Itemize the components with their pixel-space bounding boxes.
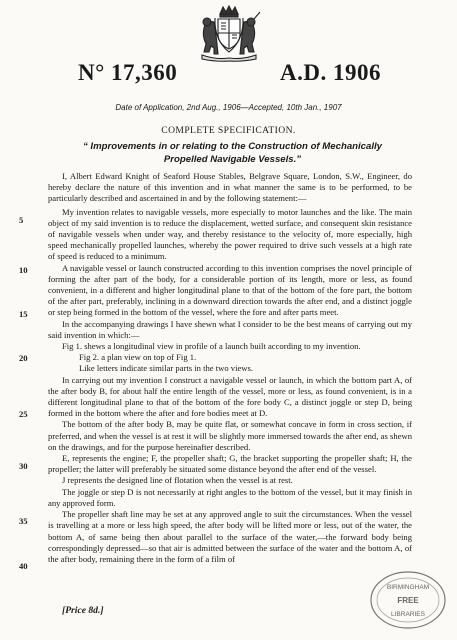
application-dates: Date of Application, 2nd Aug., 1906—Accepted, 10th Jan., 1907 — [115, 103, 342, 112]
line-number: 30 — [19, 461, 28, 471]
line-number: 5 — [19, 215, 24, 225]
line-number: 15 — [19, 309, 28, 319]
spec-heading: COMPLETE SPECIFICATION. — [161, 125, 296, 136]
stamp-line-3: LIBRARIES — [391, 611, 425, 618]
paragraph-engine: E, represents the engine; F, the propeller shaft; G, the bracket supporting the propeller shaft; H, the propeller; the latter will preferably be situated some distance beyond the after end of the vessel. — [48, 453, 412, 475]
line-number: 25 — [19, 409, 28, 419]
paragraph-declaration: I, Albert Edward Knight of Seaford House Stables, Belgrave Square, London, S.W., Engineer, do hereby declare the nature of this invention and in what manner the same is to be performed, to be particularly described and ascertained in and by the following statement:— — [48, 171, 412, 204]
specification-body — [48, 171, 412, 565]
invention-title-line-2: Propelled Navigable Vessels.” — [163, 153, 302, 165]
paragraph-fig1: Fig 1. shews a longitudinal view in profile of a launch built according to my invention. — [62, 341, 361, 352]
price-label: [Price 8d.] — [62, 605, 104, 616]
paragraph-after-body: The bottom of the after body B, may be quite flat, or somewhat concave in form in cross section, if preferred, and when the vessel is at rest it will be slightly more immersed towards the after end, as shewn on the drawings, and for the purpose hereinafter described. — [48, 419, 412, 452]
patent-year: A.D. 1906 — [280, 60, 381, 85]
line-number: 40 — [19, 561, 28, 571]
patent-number: N° 17,360 — [78, 60, 178, 85]
paragraph-fig2: Fig 2. a plan view on top of Fig 1. — [79, 352, 197, 363]
paragraph-shaft-line: The propeller shaft line may be set at any approved angle to suit the circumstances. When the vessel is travelling at a more or less high speed, the after body will be lifted more or less, out of the water, the bottom A, of same being then about parallel to the surface of the water,—the forward body being correspondingly depressed—so that air is admitted between the surface of the water and the bottom A, of the after body, remaining there in the form of a film of — [48, 509, 412, 564]
paragraph-drawings: In the accompanying drawings I have shewn what I consider to be the best means of carrying out my said invention in which:— — [48, 318, 412, 340]
library-stamp — [368, 568, 448, 632]
line-number: 20 — [19, 353, 28, 363]
paragraph-letters: Like letters indicate similar parts in the two views. — [79, 363, 253, 374]
invention-title-line-1: “ Improvements in or relating to the Construction of Mechanically — [82, 141, 383, 152]
stamp-line-2: FREE — [397, 596, 419, 605]
paragraph-object: My invention relates to navigable vessels, more especially to motor launches and the like. The main object of my said invention is to reduce the displacement, wetted surface, and consequent skin resistance of navigable vessels when under way, and thereby resistance to the velocity of, more especially, high speed mechanically propelled launches, whereby the power required to drive such vessels at a high rate of speed is reduced to a minimum. — [48, 206, 412, 262]
paragraph-joggle: The joggle or step D is not necessarily at right angles to the bottom of the vessel, but it may finish in any approved form. — [48, 486, 412, 508]
paragraph-construction: In carrying out my invention I construct a navigable vessel or launch, in which the bottom part A, of the after body B, for about half the entire length of the vessel, more or less, as found convenient, is in a different longitudinal plane to that of the bottom of the fore body C, a distinct joggle or step D, being formed in the bottom where the after and fore bodies meet at D. — [48, 374, 412, 419]
invention-title — [60, 141, 405, 166]
royal-coat-of-arms-icon — [196, 4, 262, 62]
paragraph-principle: A navigable vessel or launch constructed according to this invention comprises the novel principle of forming the after part of the body, for a considerable portion of its length, more or less, as found convenient, in a different and higher longitudinal plane to that of the bottom of the fore part, the bottom of the after part, preferably, inclining in a downward direction towards the after end, and a distinct joggle or step being formed in the bottom of the vessel, where the fore and after parts meet. — [48, 262, 412, 318]
line-number: 10 — [19, 265, 28, 275]
stamp-line-1: BIRMINGHAM — [386, 584, 430, 591]
line-number: 35 — [19, 516, 28, 526]
paragraph-flotation: J represents the designed line of flotation when the vessel is at rest. — [62, 475, 293, 486]
